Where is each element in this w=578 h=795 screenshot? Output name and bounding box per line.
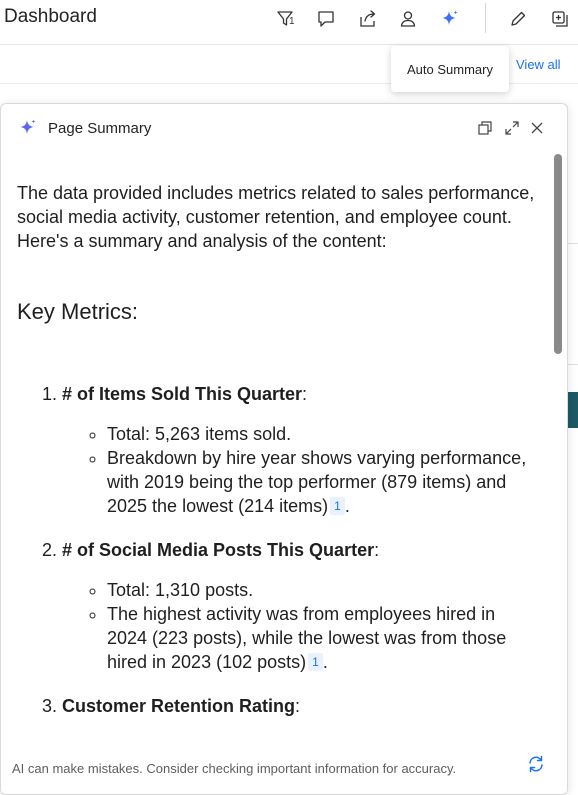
citation-badge[interactable]: 1 xyxy=(308,653,323,671)
toolbar-divider xyxy=(485,3,486,33)
copilot-sparkle-icon xyxy=(18,118,38,138)
metric-point: ◦ Breakdown by hire year shows varying performance, with 2019 being the top performer (879 items) and 2025 the lowest (214 items) 1 . xyxy=(107,446,539,518)
person-icon[interactable] xyxy=(394,5,422,33)
metric-point xyxy=(107,422,539,446)
filter-count-badge: 1 xyxy=(289,16,295,27)
metric-point-text: Breakdown by hire year shows varying performance, with 2019 being the top performer (879 items) and 2025 the lowest (214 items) xyxy=(107,448,527,516)
metrics-list xyxy=(17,382,539,718)
metric-title: Customer Retention Rating xyxy=(62,696,296,716)
metric-item: 3. Customer Retention Rating: xyxy=(62,694,539,718)
filter-icon[interactable] xyxy=(272,5,300,33)
metric-point-text: Total: 5,263 items sold. xyxy=(107,424,292,444)
panel-header xyxy=(1,104,567,152)
copy-icon[interactable] xyxy=(477,120,493,136)
view-all-link[interactable]: View all xyxy=(516,57,561,72)
copilot-sparkle-icon[interactable] xyxy=(436,5,464,33)
metric-point-text: The highest activity was from employees hired in 2024 (223 posts), while the lowest was from those hired in 2023 (102 posts) xyxy=(107,604,507,672)
page-summary-panel xyxy=(0,103,568,795)
close-icon[interactable] xyxy=(529,120,545,136)
metric-title: # of Items Sold This Quarter xyxy=(62,384,303,404)
comment-icon[interactable] xyxy=(312,5,340,33)
metric-item: 2. # of Social Media Posts This Quarter: ◦ Total: 1,310 posts. ◦ The highest activity was from employees hired in 2024 (223 posts), while the lowest was from those hired in 2023 (102 posts) 1 . xyxy=(62,538,539,674)
top-bar xyxy=(0,0,578,45)
summary-content xyxy=(17,181,539,738)
panel-title: Page Summary xyxy=(48,120,152,137)
expand-icon[interactable] xyxy=(504,120,520,136)
citation-badge[interactable]: 1 xyxy=(330,497,345,515)
metric-item: 1. # of Items Sold This Quarter: ◦ Total: 5,263 items sold. ◦ Breakdown by hire year shows varying performance, with 2019 being the top performer (879 items) and 2025 the lowest (214 items) 1 . xyxy=(62,382,539,518)
edit-icon[interactable] xyxy=(504,5,532,33)
metric-point xyxy=(107,578,539,602)
page-title: Dashboard xyxy=(4,6,97,27)
metric-point-text: Total: 1,310 posts. xyxy=(107,580,254,600)
ai-disclaimer: AI can make mistakes. Consider checking important information for accuracy. xyxy=(12,761,457,776)
auto-summary-tooltip: Auto Summary xyxy=(391,46,509,92)
duplicate-icon[interactable] xyxy=(546,5,574,33)
refresh-icon[interactable] xyxy=(526,754,546,774)
metric-points xyxy=(62,422,539,518)
share-icon[interactable] xyxy=(354,5,382,33)
metric-point: ◦ The highest activity was from employees hired in 2024 (223 posts), while the lowest was from those hired in 2023 (102 posts) 1 . xyxy=(107,602,539,674)
summary-intro: The data provided includes metrics related to sales performance, social media activity, customer retention, and employee count. Here's a summary and analysis of the content: xyxy=(17,183,535,251)
metric-points xyxy=(62,578,539,674)
scrollbar-thumb[interactable] xyxy=(554,154,562,354)
key-metrics-heading: Key Metrics: xyxy=(17,299,139,324)
metric-title: # of Social Media Posts This Quarter xyxy=(62,540,375,560)
